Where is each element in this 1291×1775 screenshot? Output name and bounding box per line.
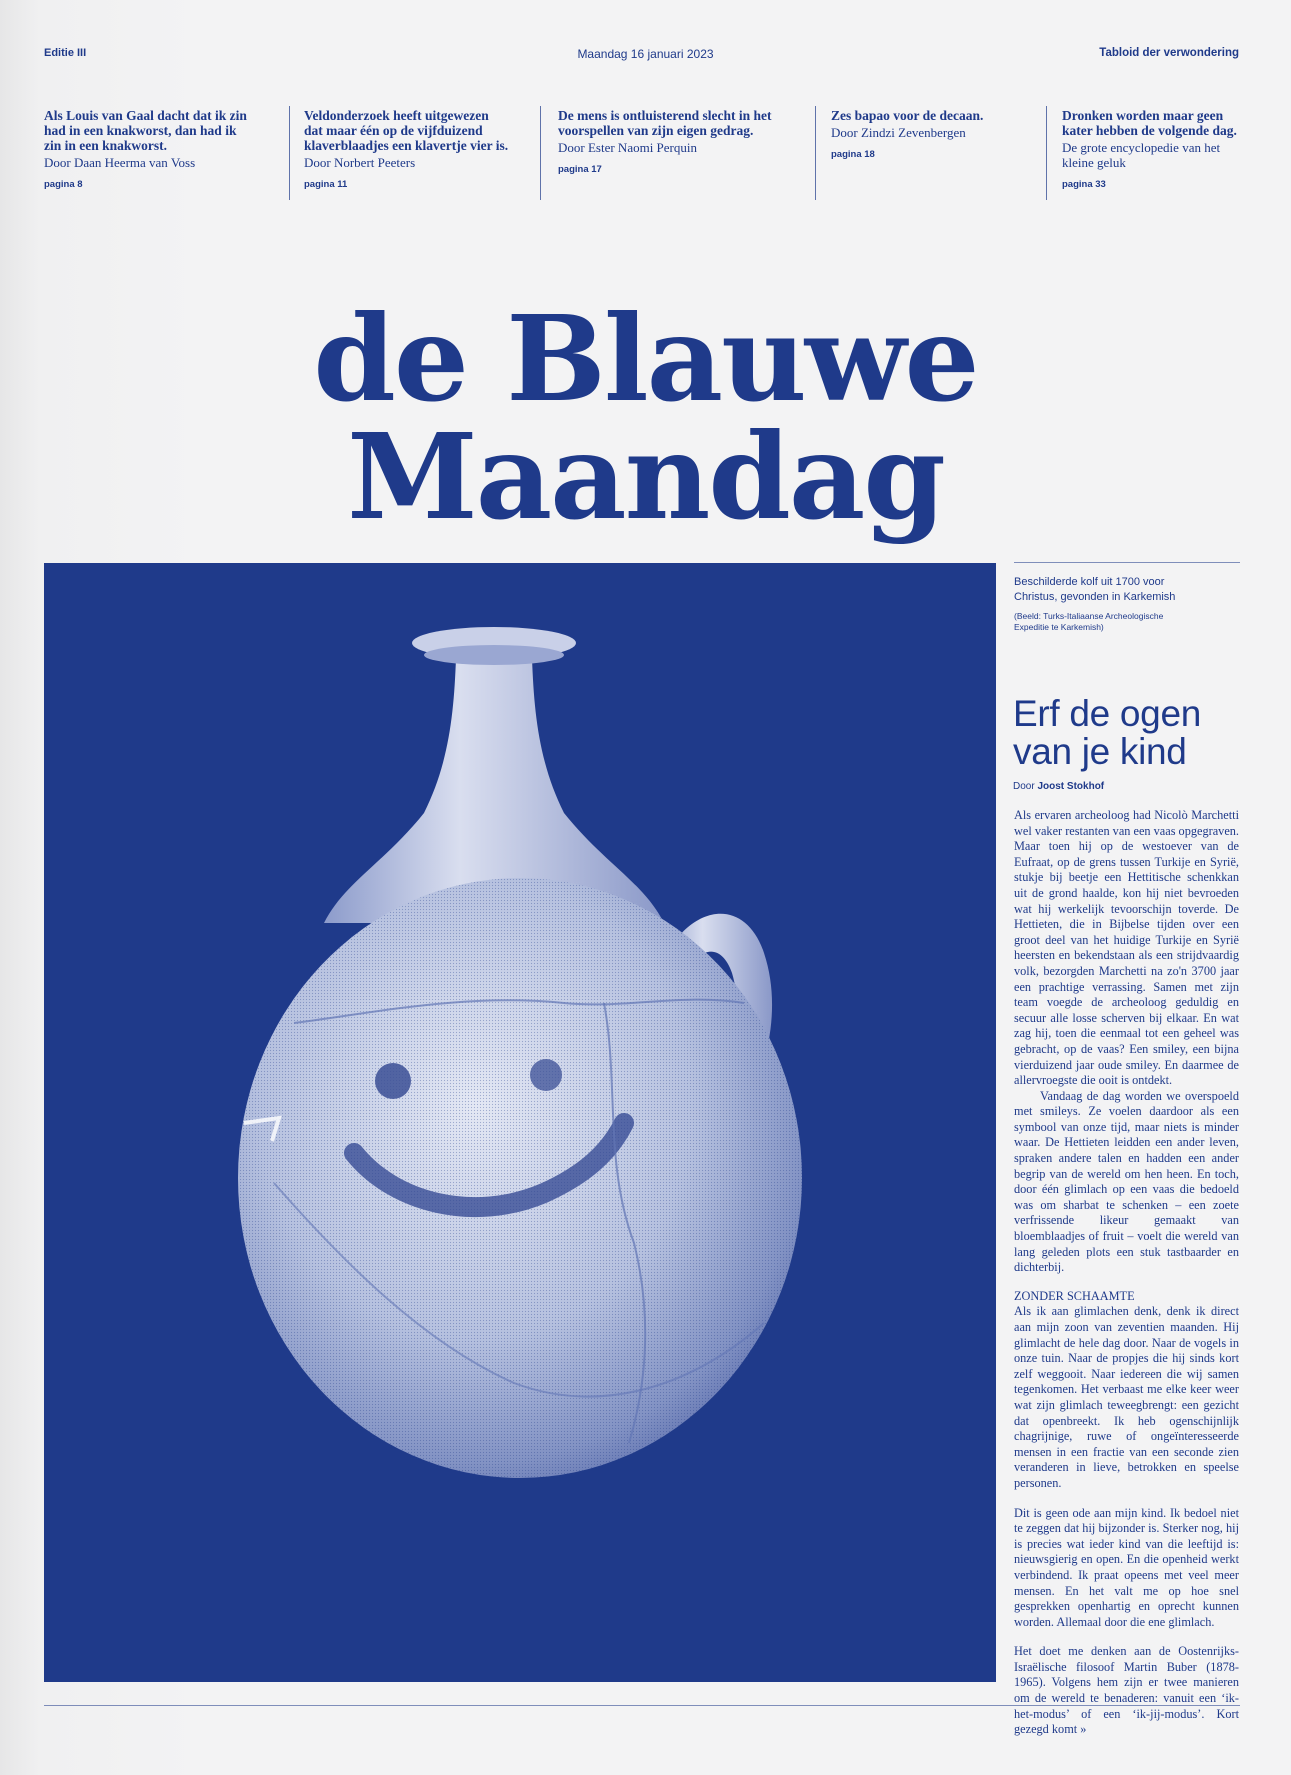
article-paragraph: Vandaag de dag worden we overspoeld met smileys. Ze voelen daardoor als een symbool van onze tijd, maar niets is minder waar. De Hettieten leidden een ander leven, spraken andere talen en hadden een ander begrip van de wereld om hen heen. En toch, door één glimlach op een vaas die bedoeld was om sharbat te schenken – een zoete verfrissende likeur gemaakt van bloemblaadjes of fruit – voelt die wereld van lang geleden plots een stuk tastbaarder en dichterbij. xyxy=(1014,1088,1239,1275)
teaser-byline: Door Norbert Peeters xyxy=(304,155,416,170)
smiley-eye-left xyxy=(375,1063,411,1099)
teaser-headline: Veldonderzoek heeft uitgewezen dat maar één op de vijfduizend klaverblaadjes een klavertje vier is. xyxy=(304,108,509,153)
vase-photo xyxy=(44,563,996,1682)
teaser-1[interactable] xyxy=(44,108,249,190)
vase-illustration xyxy=(44,563,996,1682)
teaser-page: pagina 17 xyxy=(558,164,602,175)
author-name: Joost Stokhof xyxy=(1037,781,1105,792)
teaser-4[interactable] xyxy=(831,108,1001,160)
teaser-byline: De grote encyclopedie van het kleine geluk xyxy=(1062,140,1221,170)
teaser-5[interactable] xyxy=(1062,108,1247,190)
photo-caption: Beschilderde kolf uit 1700 voor Christus, gevonden in Karkemish xyxy=(1014,576,1176,603)
article-subhead: ZONDER SCHAAMTE xyxy=(1014,1288,1135,1303)
teaser-page: pagina 8 xyxy=(44,179,83,190)
teaser-3[interactable] xyxy=(558,108,783,175)
photo-credit: (Beeld: Turks-Italiaanse Archeologische Expeditie te Karkemish) xyxy=(1014,611,1164,632)
column-divider xyxy=(289,106,290,200)
column-divider xyxy=(815,106,816,200)
photo-caption-block xyxy=(1014,575,1194,633)
teaser-headline: Zes bapao voor de decaan. xyxy=(831,108,984,123)
issue-date: Maandag 16 januari 2023 xyxy=(577,47,714,61)
teaser-page: pagina 18 xyxy=(831,149,875,160)
teaser-byline: Door Ester Naomi Perquin xyxy=(558,140,698,155)
teaser-headline: De mens is ontluisterend slecht in het voorspellen van zijn eigen gedrag. xyxy=(558,108,772,138)
vase-rim-shadow xyxy=(424,645,564,665)
author-prefix: Door xyxy=(1013,781,1035,792)
teaser-page: pagina 11 xyxy=(304,179,348,190)
column-divider xyxy=(540,106,541,200)
article-title: Erf de ogen van je kind xyxy=(1013,693,1202,772)
vase-texture xyxy=(238,878,802,1478)
smiley-eye-right xyxy=(530,1059,562,1091)
article-paragraph: Het doet me denken aan de Oostenrijks-Israëlische filosoof Martin Buber (1878-1965). Volgens hem zijn er twee manieren om de wereld te benaderen: vanuit een ‘ik-het-modus’ of een ‘ik-jij-modus’. Kort gezegd komt » xyxy=(1014,1644,1239,1737)
article-body xyxy=(1014,808,1239,1738)
teaser-headline: Als Louis van Gaal dacht dat ik zin had in een knakworst, dan had ik zin in een knakworst. xyxy=(44,108,247,153)
teaser-page: pagina 33 xyxy=(1062,179,1106,190)
tagline: Tabloid der verwondering xyxy=(1099,47,1239,59)
masthead-logo: de Blauwe Maandag xyxy=(313,289,978,546)
article-header xyxy=(1013,695,1248,792)
teaser-2[interactable] xyxy=(304,108,509,190)
teaser-byline: Door Daan Heerma van Voss xyxy=(44,155,196,170)
article-author xyxy=(1013,781,1248,792)
article-paragraph: Dit is geen ode aan mijn kind. Ik bedoel niet te zeggen dat hij bijzonder is. Sterker nog, hij is precies wat ieder kind van die leeftijd is: nieuwsgierig en open. En die openheid werkt verbindend. Ik praat opeens met veel meer mensen. En het valt me op hoe snel gesprekken openhartig en oprecht kunnen worden. Allemaal door die ene glimlach. xyxy=(1014,1505,1239,1629)
edition-label: Editie III xyxy=(44,47,87,59)
article-paragraph: Als ik aan glimlachen denk, denk ik direct aan mijn zoon van zeventien maanden. Hij glimlacht de hele dag door. Naar de vogels in onze tuin. Naar de propjes die hij sinds kort zelf weggooit. Naar iedereen die wij samen tegenkomen. Het verbaast me elke keer weer wat zijn glimlach teweegbrengt: een gezicht dat openbreekt. Ik heb ogenschijnlijk chagrijnige, ruwe of ongeïnteresseerde mensen in een fractie van een seconde zien veranderen in lieve, betrokken en speelse personen. xyxy=(1014,1304,1239,1490)
teaser-headline: Dronken worden maar geen kater hebben de volgende dag. xyxy=(1062,108,1237,138)
column-divider xyxy=(1046,106,1047,200)
caption-rule xyxy=(1014,562,1240,563)
article-paragraph: Als ervaren archeoloog had Nicolò Marchetti wel vaker restanten van een vaas opgegraven. Maar toen hij op de westoever van de Eufraat, op de grens tussen Turkije en Syrië, stukje bij beetje een Hettitische schenkkan uit de grond haalde, kon hij niet bevroeden wat hij werkelijk tevoorschijn toverde. De Hettieten, die in Bijbelse tijden over een groot deel van het huidige Turkije en Syrië heersten en bekendstaan als een strijdvaardig volk, bezorgden Marchetti na zo'n 3700 jaar een prachtige verrassing. Samen met zijn team voegde de archeoloog geduldig en secuur alle losse scherven bij elkaar. En wat zag hij, toen die eenmaal tot een geheel was gebracht, op de vaas? Een smiley, een bijna vierduizend jaar oude smiley. En daarmee de allervroegste die ooit is ontdekt. xyxy=(1014,808,1239,1088)
teaser-byline: Door Zindzi Zevenbergen xyxy=(831,125,966,140)
footer-rule xyxy=(44,1705,1240,1706)
